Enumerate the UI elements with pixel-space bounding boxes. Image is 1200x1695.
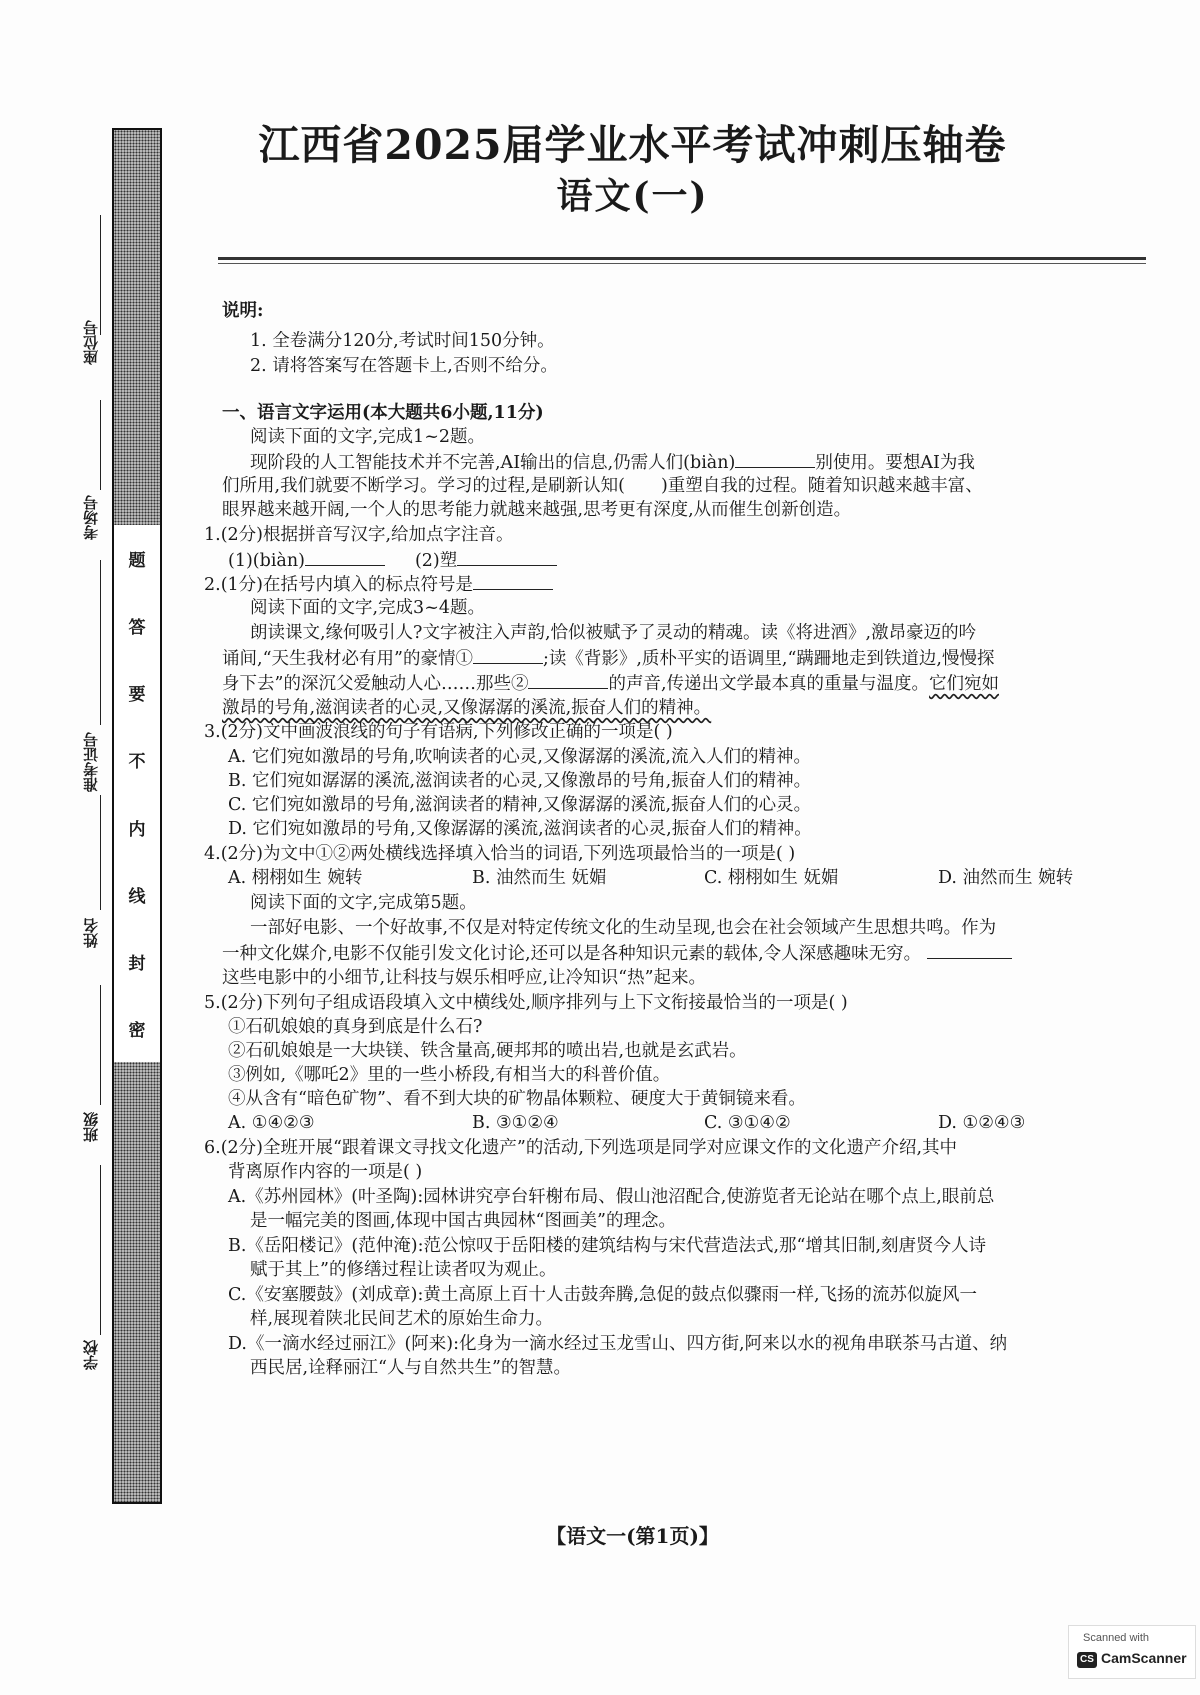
q5-option-b: B. ③①②④: [472, 1113, 559, 1133]
reading-prompt: 阅读下面的文字,完成第5题。: [250, 893, 477, 913]
q3-option-d: D. 它们宛如激昂的号角,又像潺潺的溪流,滋润读者的心灵,振奋人们的精神。: [228, 819, 812, 839]
passage-text: )重塑自我的过程。随着知识越来越丰富、: [660, 476, 983, 496]
q5-option-a: A. ①④②③: [228, 1113, 315, 1133]
fill-blank: [305, 549, 385, 566]
passage-line: 一部好电影、一个好故事,不仅是对特定传统文化的生动呈现,也会在社会领域产生思想共鸣。作为: [250, 918, 997, 938]
passage-text: 诵间,“天生我材必有用”的豪情①: [222, 649, 473, 669]
ticket-number-label: 准考证号: [82, 732, 100, 792]
q3-option-c: C. 它们宛如激昂的号角,滋润读者的精神,又像潺潺的溪流,振奋人们的心灵。: [228, 795, 812, 815]
q6-option-c: C.《安塞腰鼓》(刘成章):黄土高原上百十人击鼓奔腾,急促的鼓点似骤雨一样,飞扬的流苏似旋风一: [228, 1285, 978, 1305]
q5-option-d: D. ①②④③: [938, 1113, 1026, 1133]
question-5: 5.(2分)下列句子组成语段填入文中横线处,顺序排列与上下文衔接最恰当的一项是( ): [204, 993, 848, 1013]
passage-line: 朗读课文,缘何吸引人?文字被注入声韵,恰似被赋予了灵动的精魂。读《将进酒》,激昂豪迈的吟: [250, 623, 977, 643]
q6-option-b-cont: 赋于其上”的修缮过程让读者叹为观止。: [250, 1260, 557, 1280]
passage-text: 的声音,传递出文学最本真的重量与温度。: [608, 674, 930, 694]
passage-line: [222, 697, 711, 719]
passage-line: [250, 451, 975, 474]
hatched-band-top: [114, 130, 160, 525]
seal-char: 内: [128, 819, 146, 840]
q6-option-a: A.《苏州园林》(叶圣陶):园林讲究亭台轩榭布局、假山池沼配合,使游览者无论站在哪个点上,眼前总: [228, 1187, 995, 1207]
watermark-line2: CamScanner: [1101, 1650, 1187, 1666]
q4-option-c: C. 栩栩如生 妩媚: [704, 868, 839, 888]
question-2: [204, 573, 553, 596]
fill-blank: [528, 672, 608, 689]
fill-blank: [473, 573, 553, 590]
passage-line: [222, 672, 999, 695]
seal-char: 线: [128, 886, 146, 907]
question-1: 1.(2分)根据拼音写汉字,给加点字注音。: [204, 525, 514, 545]
exam-room-label: 考场号: [82, 495, 100, 540]
passage-text: 们所用,我们就要不断学习。学习的过程,是刷新认知(: [222, 476, 625, 496]
passage-line: 这些电影中的小细节,让科技与娱乐相呼应,让冷知识“热”起来。: [222, 968, 707, 988]
instructions-label: 说明:: [222, 301, 264, 321]
wavy-underlined-text: 它们宛如: [929, 674, 1000, 694]
wavy-underlined-text: 激昂的号角,滋润读者的心灵,又像潺潺的溪流,振奋人们的精神。: [222, 698, 712, 718]
seal-char: 题: [128, 551, 146, 572]
seal-char: 密: [128, 1020, 146, 1041]
q1-item-a: (1)(biàn): [228, 551, 305, 571]
q6-option-b: B.《岳阳楼记》(范仲淹):范公惊叹于岳阳楼的建筑结构与宋代营造法式,那“增其旧制,刻唐贤今人诗: [228, 1236, 987, 1256]
q5-sentence-3: ③例如,《哪吒2》里的一些小桥段,有相当大的科普价值。: [228, 1065, 671, 1085]
seal-char: 要: [128, 685, 146, 706]
fill-blank: [473, 647, 543, 664]
header-rule-thin: [218, 263, 1146, 264]
q5-option-c: C. ③①④②: [704, 1113, 791, 1133]
q4-option-a: A. 栩栩如生 婉转: [228, 868, 363, 888]
passage-text: 一种文化媒介,电影不仅能引发文化讨论,还可以是各种知识元素的载体,令人深感趣味无穷。: [222, 944, 922, 964]
q5-sentence-2: ②石矶娘娘是一大块镁、铁含量高,硬邦邦的喷出岩,也就是玄武岩。: [228, 1041, 747, 1061]
watermark-line1: Scanned with: [1083, 1632, 1150, 1644]
q4-option-b: B. 油然而生 妩媚: [472, 868, 607, 888]
q6-option-d-cont: 西民居,诠释丽江“人与自然共生”的智慧。: [250, 1358, 571, 1378]
q4-option-d: D. 油然而生 婉转: [938, 868, 1074, 888]
passage-line: 眼界越来越开阔,一个人的思考能力就越来越强,思考更有深度,从而催生创新创造。: [222, 500, 852, 520]
instruction-item: 1. 全卷满分120分,考试时间150分钟。: [250, 331, 555, 351]
name-label: 姓名: [82, 918, 100, 948]
hatched-band-bottom: [114, 1062, 160, 1502]
header-rule: [218, 257, 1146, 260]
fill-blank: [927, 942, 1012, 959]
reading-prompt: 阅读下面的文字,完成3~4题。: [250, 598, 485, 618]
q5-sentence-1: ①石矶娘娘的真身到底是什么石?: [228, 1017, 483, 1037]
seal-line-text: [114, 525, 160, 1062]
reading-prompt: 阅读下面的文字,完成1~2题。: [250, 427, 485, 447]
passage-line: [222, 647, 995, 670]
q1-item-b: (2)塑: [414, 551, 458, 571]
passage-line: [222, 475, 983, 497]
page-footer: 【语文一(第1页)】: [546, 1524, 719, 1548]
binding-margin: [112, 128, 162, 1504]
q3-option-b: B. 它们宛如潺潺的溪流,滋润读者的心灵,又像激昂的号角,振奋人们的精神。: [228, 771, 812, 791]
question-3: 3.(2分)文中画波浪线的句子有语病,下列修改正确的一项是( ): [204, 722, 673, 742]
seal-char: 答: [128, 618, 146, 639]
section-title: 一、语言文字运用(本大题共6小题,11分): [222, 403, 544, 423]
q3-option-a: A. 它们宛如激昂的号角,吹响读者的心灵,又像潺潺的溪流,流入人们的精神。: [228, 747, 811, 767]
exam-subtitle: 语文(一): [556, 175, 709, 217]
q6-option-a-cont: 是一幅完美的图画,体现中国古典园林“图画美”的理念。: [250, 1211, 676, 1231]
question-6: 6.(2分)全班开展“跟着课文寻找文化遗产”的活动,下列选项是同学对应课文作的文化遗产介绍,其中: [204, 1138, 958, 1158]
passage-line: [222, 942, 1012, 965]
q1-subitems: [228, 549, 557, 572]
school-line: [100, 1165, 101, 1335]
q5-sentence-4: ④从含有“暗色矿物”、看不到大块的矿物晶体颗粒、硬度大于黄铜镜来看。: [228, 1089, 806, 1109]
exam-title: 江西省2025届学业水平考试冲刺压轴卷: [258, 121, 1007, 169]
question-6-cont: 背离原作内容的一项是( ): [228, 1162, 423, 1182]
q6-option-c-cont: 样,展现着陕北民间艺术的原始生命力。: [250, 1309, 554, 1329]
passage-text: ;读《背影》,质朴平实的语调里,“蹒跚地走到铁道边,慢慢探: [542, 649, 995, 669]
seat-number-label: 座位号: [82, 320, 100, 365]
fill-blank: [457, 549, 557, 566]
passage-text: 现阶段的人工智能技术并不完善,AI输出的信息,仍需人们(biàn): [250, 453, 736, 473]
camscanner-watermark: [1068, 1625, 1196, 1679]
exam-room-line: [100, 400, 101, 490]
school-label: 学校: [82, 1340, 100, 1370]
q6-option-d: D.《一滴水经过丽江》(阿来):化身为一滴水经过玉龙雪山、四方街,阿来以水的视角串联茶马古道、纳: [228, 1334, 1008, 1354]
class-label: 班级: [82, 1112, 100, 1142]
seal-char: 不: [128, 752, 146, 773]
question-4: 4.(2分)为文中①②两处横线选择填入恰当的词语,下列选项最恰当的一项是( ): [204, 844, 796, 864]
instruction-item: 2. 请将答案写在答题卡上,否则不给分。: [250, 356, 558, 376]
camscanner-logo-icon: CS: [1077, 1652, 1097, 1668]
seal-char: 封: [128, 953, 146, 974]
seat-number-line: [100, 215, 101, 335]
name-line: [100, 795, 101, 910]
passage-text: 身下去”的深沉父爱触动人心……那些②: [222, 674, 529, 694]
class-line: [100, 985, 101, 1105]
fill-blank: [735, 451, 815, 468]
ticket-number-line: [100, 560, 101, 725]
passage-text: 别使用。要想AI为我: [815, 453, 975, 473]
q2-text: 2.(1分)在括号内填入的标点符号是: [204, 575, 473, 595]
